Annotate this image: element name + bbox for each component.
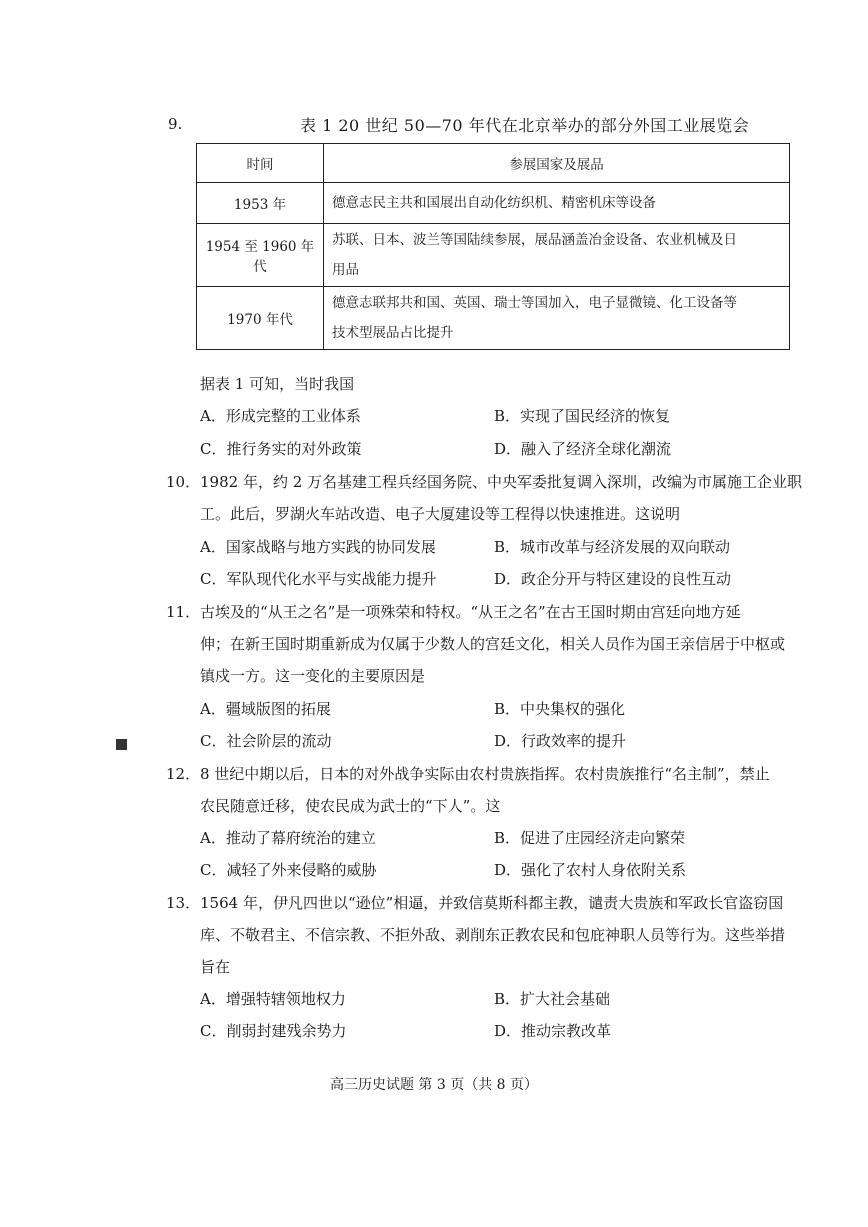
page-footer: 高三历史试题 第 3 页（共 8 页） — [329, 1077, 539, 1093]
q12-option-b[interactable]: B．促进了庄园经济走向繁荣 — [494, 829, 686, 847]
table-cell-content: 苏联、日本、波兰等国陆续参展，展品涵盖冶金设备、农业机械及日 用品 — [324, 224, 790, 287]
table-row — [197, 287, 790, 350]
q10-option-c[interactable]: C．军队现代化水平与实战能力提升 — [200, 570, 437, 588]
q13-option-b[interactable]: B．扩大社会基础 — [494, 990, 611, 1008]
exhibition-table — [196, 143, 790, 350]
question-10-stem-line: 工。此后，罗湖火车站改造、电子大厦建设等工程得以快速推进。这说明 — [200, 505, 681, 523]
table-header-content: 参展国家及展品 — [324, 144, 790, 183]
question-9-stem: 据表 1 可知，当时我国 — [200, 375, 355, 393]
question-11-stem-line: 镇戍一方。这一变化的主要原因是 — [200, 667, 426, 685]
q9-option-c[interactable]: C．推行务实的对外政策 — [200, 440, 362, 458]
question-11-stem-line: 伸；在新王国时期重新成为仅属于少数人的宫廷文化，相关人员作为国王亲信居于中枢或 — [200, 635, 786, 653]
table-cell-content: 德意志民主共和国展出自动化纺织机、精密机床等设备 — [324, 183, 790, 224]
question-13-stem-line: 库、不敬君主、不信宗教、不拒外敌、剥削东正教农民和包庇神职人员等行为。这些举措 — [200, 926, 786, 944]
q13-option-c[interactable]: C．削弱封建残余势力 — [200, 1022, 347, 1040]
question-9-number: 9. — [168, 115, 183, 133]
question-10-stem-line: 1982 年，约 2 万名基建工程兵经国务院、中央军委批复调入深圳，改编为市属施工企业职 — [200, 473, 803, 491]
q12-option-c[interactable]: C．减轻了外来侵略的威胁 — [200, 861, 377, 879]
q9-option-d[interactable]: D．融入了经济全球化潮流 — [494, 440, 672, 458]
q9-option-a[interactable]: A．形成完整的工业体系 — [200, 407, 361, 425]
question-11-number: 11． — [166, 603, 201, 621]
q10-option-d[interactable]: D．政企分开与特区建设的良性互动 — [494, 570, 732, 588]
q11-option-b[interactable]: B．中央集权的强化 — [494, 700, 626, 718]
question-12-stem-line: 农民随意迁移，使农民成为武士的“下人”。这 — [200, 797, 501, 815]
table-cell-time: 1970 年代 — [197, 287, 324, 350]
q12-option-d[interactable]: D．强化了农村人身依附关系 — [494, 861, 687, 879]
q12-option-a[interactable]: A．推动了幕府统治的建立 — [200, 829, 376, 847]
question-13-stem-line: 旨在 — [200, 958, 231, 976]
table-cell-time: 1953 年 — [197, 183, 324, 224]
q13-option-d[interactable]: D．推动宗教改革 — [494, 1022, 612, 1040]
q11-option-d[interactable]: D．行政效率的提升 — [494, 732, 627, 750]
question-10-number: 10． — [166, 473, 201, 491]
q13-option-a[interactable]: A．增强特辖领地权力 — [200, 990, 346, 1008]
table-row — [197, 224, 790, 287]
question-13-number: 13． — [166, 894, 201, 912]
table-caption: 表 1 20 世纪 50—70 年代在北京举办的部分外国工业展览会 — [300, 116, 750, 135]
question-12-number: 12． — [166, 765, 201, 783]
table-cell-content: 德意志联邦共和国、英国、瑞士等国加入，电子显微镜、化工设备等 技术型展品占比提升 — [324, 287, 790, 350]
q11-option-a[interactable]: A．疆域版图的拓展 — [200, 700, 331, 718]
q10-option-a[interactable]: A．国家战略与地方实践的协同发展 — [200, 538, 436, 556]
q10-option-b[interactable]: B．城市改革与经济发展的双向联动 — [494, 538, 731, 556]
question-13-stem-line: 1564 年，伊凡四世以“逊位”相逼，并致信莫斯科都主教，谴责大贵族和军政长官盗窃国 — [200, 894, 784, 912]
question-12-stem-line: 8 世纪中期以后，日本的对外战争实际由农村贵族指挥。农村贵族推行“名主制”，禁止 — [200, 765, 770, 783]
table-row — [197, 183, 790, 224]
question-11-stem-line: 古埃及的“从王之名”是一项殊荣和特权。“从王之名”在古王国时期由宫廷向地方延 — [200, 603, 741, 621]
q9-option-b[interactable]: B．实现了国民经济的恢复 — [494, 407, 671, 425]
q11-option-c[interactable]: C．社会阶层的流动 — [200, 732, 332, 750]
table-cell-time: 1954 至 1960 年代 — [197, 224, 324, 287]
scan-mark-square — [116, 739, 127, 750]
table-header-time: 时间 — [197, 144, 324, 183]
